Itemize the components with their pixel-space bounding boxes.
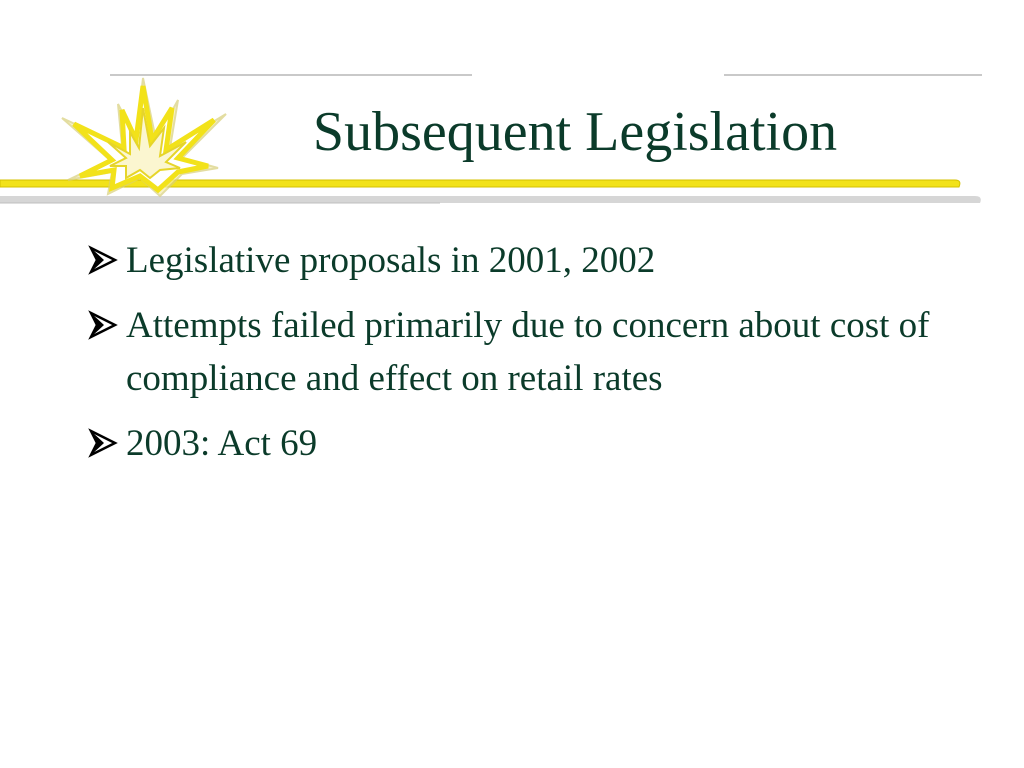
bullet-text: Legislative proposals in 2001, 2002 xyxy=(126,240,656,281)
starburst-icon xyxy=(62,78,226,196)
bullet-item xyxy=(88,417,958,470)
bullet-item xyxy=(88,299,958,405)
title-shadow-band xyxy=(0,196,981,203)
arrow-bullet-icon xyxy=(88,245,118,275)
bullet-list xyxy=(88,234,958,482)
slide-title: Subsequent Legislation xyxy=(312,101,838,163)
bullet-item xyxy=(88,234,958,287)
bullet-text: 2003: Act 69 xyxy=(126,423,318,464)
arrow-bullet-icon xyxy=(88,428,118,458)
arrow-bullet-icon xyxy=(88,310,118,340)
bullet-text: Attempts failed primarily due to concern about cost of compliance and effect on retail rates xyxy=(126,305,930,399)
